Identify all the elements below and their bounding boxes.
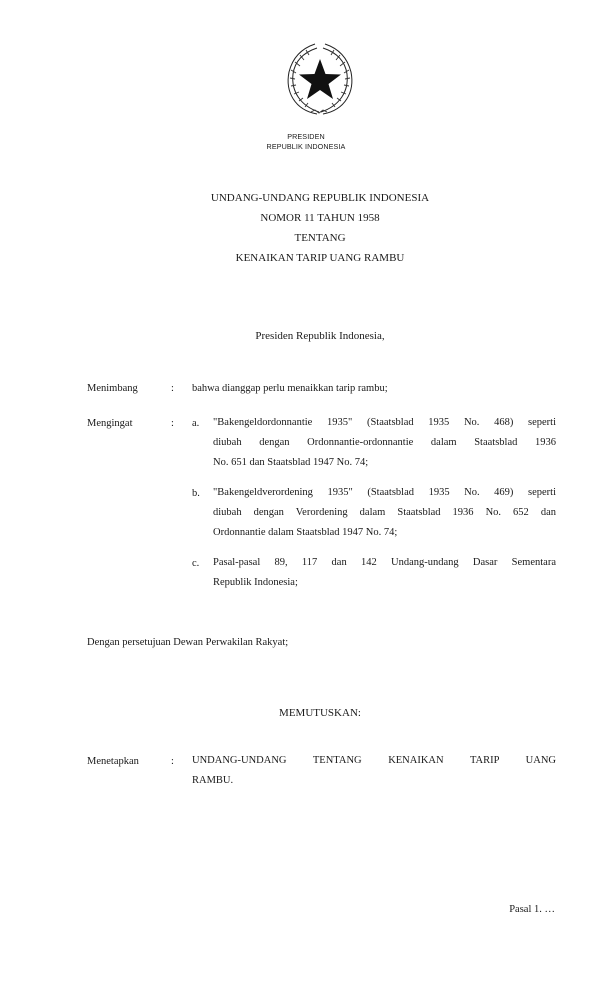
presiden-emblem-icon xyxy=(281,40,359,122)
menetapkan-line-2: RAMBU. xyxy=(192,775,234,786)
menetapkan-colon: : xyxy=(171,756,174,767)
menetapkan-text xyxy=(192,751,556,791)
mengingat-item-b-letter: b. xyxy=(192,488,200,499)
menetapkan-line-1: UNDANG-UNDANG TENTANG KENAIKAN TARIP UANG xyxy=(192,755,556,766)
emblem-caption-republik: REPUBLIK INDONESIA xyxy=(266,142,346,151)
mengingat-item-b-line-1: "Bakengeldverordening 1935" (Staatsblad 1935 No. 469) seperti xyxy=(213,487,556,498)
mengingat-colon: : xyxy=(171,418,174,429)
menimbang-text: bahwa dianggap perlu menaikkan tarip rambu; xyxy=(192,383,388,394)
mengingat-item-a-letter: a. xyxy=(192,418,200,429)
title-line-3: TENTANG xyxy=(294,232,346,244)
mengingat-label: Mengingat xyxy=(87,418,133,429)
menimbang-label: Menimbang xyxy=(87,383,138,394)
mengingat-item-b xyxy=(213,483,556,543)
title-line-2: NOMOR 11 TAHUN 1958 xyxy=(260,212,380,224)
mengingat-item-a-line-3: No. 651 dan Staatsblad 1947 No. 74; xyxy=(213,457,369,468)
menimbang-colon: : xyxy=(171,383,174,394)
emblem-caption-presiden: PRESIDEN xyxy=(287,132,325,141)
mengingat-item-c-line-1: Pasal-pasal 89, 117 dan 142 Undang-undang Dasar Sementara xyxy=(213,557,556,568)
mengingat-item-a-line-1: "Bakengeldordonnantie 1935" (Staatsblad 1935 No. 468) seperti xyxy=(213,417,556,428)
mengingat-item-a-line-2: diubah dengan Ordonnantie-ordonnantie dalam Staatsblad 1936 xyxy=(213,437,556,448)
title-line-1: UNDANG-UNDANG REPUBLIK INDONESIA xyxy=(210,192,430,204)
memutuskan-heading: MEMUTUSKAN: xyxy=(279,707,361,719)
mengingat-item-c-letter: c. xyxy=(192,558,200,569)
mengingat-item-a xyxy=(213,413,556,473)
mengingat-item-b-line-2: diubah dengan Verordening dalam Staatsblad 1936 No. 652 dan xyxy=(213,507,556,518)
page-continuation: Pasal 1. … xyxy=(509,904,555,915)
preamble: Presiden Republik Indonesia, xyxy=(255,330,385,342)
mengingat-item-c xyxy=(213,553,556,593)
title-line-4: KENAIKAN TARIP UANG RAMBU xyxy=(235,252,405,264)
mengingat-item-b-line-3: Ordonnantie dalam Staatsblad 1947 No. 74; xyxy=(213,527,398,538)
mengingat-item-c-line-2: Republik Indonesia; xyxy=(213,577,298,588)
persetujuan-text: Dengan persetujuan Dewan Perwakilan Rakyat; xyxy=(87,637,289,648)
menetapkan-label: Menetapkan xyxy=(87,756,139,767)
